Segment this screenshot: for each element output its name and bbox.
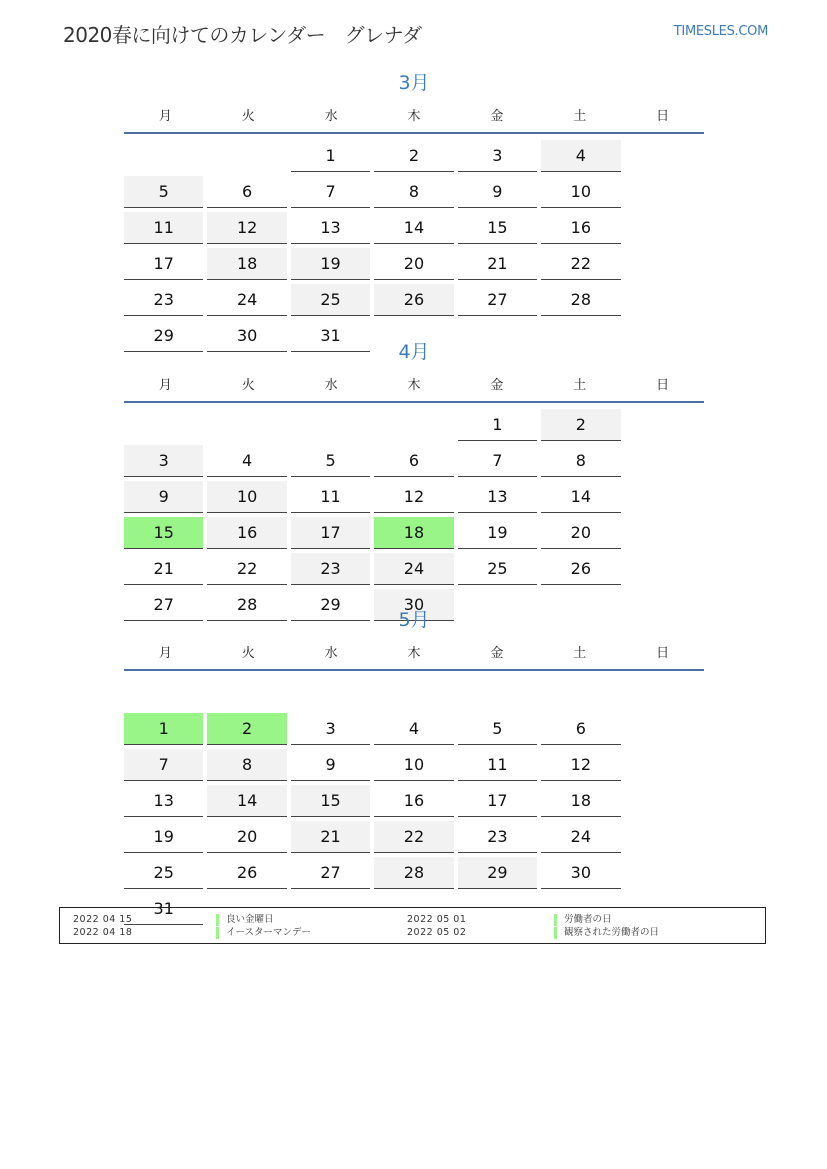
site-name[interactable]: TIMESLES.COM [673,24,768,39]
day-number: 4 [541,140,620,172]
day-number: 3 [458,140,537,172]
day-number: 9 [124,481,203,513]
day-cell [374,855,457,891]
empty-cell [291,407,374,443]
day-cell [374,174,457,210]
day-cell [291,551,374,587]
day-cell [458,747,541,783]
day-cell [207,515,290,551]
day-cell [458,783,541,819]
holiday-day-cell [124,515,207,551]
day-number: 7 [124,749,203,781]
day-cell [124,443,207,479]
day-cell [374,479,457,515]
day-cell [458,551,541,587]
day-cell [374,138,457,174]
day-number: 18 [207,248,286,280]
empty-cell [374,675,457,711]
day-number: 5 [124,176,203,208]
day-cell [541,282,624,318]
day-cell [291,443,374,479]
empty-cell [207,138,290,174]
month-april [124,339,704,623]
day-number: 27 [291,857,370,889]
day-cell [124,855,207,891]
day-number: 9 [291,749,370,781]
day-number: 25 [458,553,537,585]
day-number: 25 [124,857,203,889]
day-cell [458,282,541,318]
day-number: 31 [291,320,370,352]
day-cell [541,515,624,551]
holiday-day-cell [374,515,457,551]
empty-cell [291,675,374,711]
weekday-header [124,633,704,671]
day-grid [124,134,704,354]
day-number: 19 [291,248,370,280]
day-cell [207,479,290,515]
legend-holiday-name: 労働者の日 [554,914,612,926]
day-cell [541,783,624,819]
day-number: 30 [541,857,620,889]
day-cell [374,747,457,783]
month-march [124,70,704,354]
empty-cell [124,675,207,711]
month-may [124,607,704,927]
day-cell [207,783,290,819]
weekday-header [124,96,704,134]
day-number: 9 [458,176,537,208]
day-cell [541,443,624,479]
day-number: 22 [374,821,453,853]
day-cell [124,783,207,819]
day-number: 29 [124,320,203,352]
day-cell [291,711,374,747]
day-cell [291,282,374,318]
weekday-label: 月 [158,377,172,393]
day-cell [291,174,374,210]
day-number: 7 [458,445,537,477]
day-number: 20 [374,248,453,280]
empty-cell [207,675,290,711]
day-cell [541,174,624,210]
day-cell [541,711,624,747]
day-number: 16 [541,212,620,244]
day-cell [374,210,457,246]
day-number: 6 [207,176,286,208]
legend-holiday-name: イースターマンデー [216,927,311,939]
day-cell [541,246,624,282]
day-number: 23 [291,553,370,585]
empty-cell [124,138,207,174]
weekday-label: 土 [573,645,587,661]
holiday-day-cell [124,711,207,747]
day-number: 30 [207,320,286,352]
day-number: 31 [124,893,203,925]
day-cell [124,819,207,855]
day-number: 24 [541,821,620,853]
day-number: 26 [541,553,620,585]
day-number: 5 [291,445,370,477]
day-number: 27 [458,284,537,316]
holiday-day-cell [207,711,290,747]
day-cell [458,515,541,551]
day-cell [458,855,541,891]
day-number: 12 [207,212,286,244]
day-number: 8 [374,176,453,208]
weekday-label: 火 [241,108,255,124]
day-number: 20 [207,821,286,853]
day-number: 11 [458,749,537,781]
weekday-label: 水 [324,645,338,661]
legend-date: 2022 05 02 [407,927,467,938]
day-cell [291,479,374,515]
day-number: 17 [458,785,537,817]
day-cell [374,819,457,855]
day-number: 2 [207,713,286,745]
empty-cell [207,407,290,443]
day-cell [124,210,207,246]
day-cell [291,855,374,891]
day-cell [541,551,624,587]
day-number: 1 [291,140,370,172]
day-cell [291,515,374,551]
legend-date: 2022 05 01 [407,914,467,925]
day-cell [207,174,290,210]
day-number: 13 [124,785,203,817]
day-cell [207,819,290,855]
day-number: 1 [124,713,203,745]
weekday-label: 土 [573,108,587,124]
day-number: 2 [541,409,620,441]
day-number: 8 [207,749,286,781]
day-cell [458,174,541,210]
day-cell [124,551,207,587]
weekday-label: 土 [573,377,587,393]
day-cell [458,711,541,747]
day-number: 26 [207,857,286,889]
day-number: 25 [291,284,370,316]
weekday-label: 月 [158,645,172,661]
day-cell [458,246,541,282]
day-number: 21 [124,553,203,585]
day-cell [291,819,374,855]
day-number: 6 [374,445,453,477]
day-number: 21 [458,248,537,280]
day-number: 17 [124,248,203,280]
day-number: 12 [541,749,620,781]
empty-cell [458,675,541,711]
day-number: 10 [207,481,286,513]
day-cell [124,174,207,210]
day-number: 21 [291,821,370,853]
day-cell [374,551,457,587]
day-number: 15 [458,212,537,244]
legend-holiday-name: 観察された労働者の日 [554,927,659,939]
day-cell [124,747,207,783]
day-number: 24 [207,284,286,316]
day-number: 27 [124,589,203,621]
month-title: 5月 [398,609,430,631]
day-cell [541,747,624,783]
day-cell [458,819,541,855]
day-cell [207,747,290,783]
day-number: 3 [124,445,203,477]
day-number: 11 [291,481,370,513]
day-number: 15 [124,517,203,549]
day-number: 23 [124,284,203,316]
day-number: 10 [374,749,453,781]
day-number: 5 [458,713,537,745]
day-cell [541,819,624,855]
day-number: 4 [374,713,453,745]
day-number: 18 [374,517,453,549]
day-cell [458,443,541,479]
day-number: 12 [374,481,453,513]
day-number: 19 [124,821,203,853]
day-cell [374,282,457,318]
day-number: 15 [291,785,370,817]
day-cell [207,443,290,479]
day-cell [541,138,624,174]
weekday-label: 日 [656,645,670,661]
day-number: 28 [541,284,620,316]
day-cell [291,783,374,819]
day-number: 16 [374,785,453,817]
day-cell [291,747,374,783]
day-cell [374,711,457,747]
day-cell [458,210,541,246]
day-number: 13 [291,212,370,244]
day-grid [124,403,704,623]
day-number: 8 [541,445,620,477]
day-number: 11 [124,212,203,244]
day-number: 20 [541,517,620,549]
day-cell [291,246,374,282]
month-title: 4月 [398,341,430,363]
day-number: 4 [207,445,286,477]
day-cell [207,210,290,246]
legend-date: 2022 04 18 [73,927,133,938]
empty-cell [124,407,207,443]
day-cell [207,282,290,318]
day-number: 29 [291,589,370,621]
day-number: 14 [374,212,453,244]
day-cell [291,210,374,246]
day-cell [207,551,290,587]
day-cell [458,138,541,174]
day-cell [207,855,290,891]
day-cell [374,246,457,282]
day-number: 13 [458,481,537,513]
weekday-label: 金 [490,645,504,661]
empty-cell [541,675,624,711]
day-number: 17 [291,517,370,549]
day-number: 22 [541,248,620,280]
day-cell [458,479,541,515]
weekday-label: 木 [407,377,421,393]
weekday-label: 水 [324,108,338,124]
day-cell [124,479,207,515]
day-number: 28 [374,857,453,889]
weekday-label: 月 [158,108,172,124]
day-cell [541,479,624,515]
weekday-label: 火 [241,377,255,393]
weekday-label: 金 [490,377,504,393]
day-number: 16 [207,517,286,549]
day-cell [207,246,290,282]
day-number: 29 [458,857,537,889]
month-title: 3月 [398,72,430,94]
weekday-label: 水 [324,377,338,393]
day-number: 22 [207,553,286,585]
weekday-label: 金 [490,108,504,124]
day-number: 6 [541,713,620,745]
day-number: 14 [207,785,286,817]
day-number: 10 [541,176,620,208]
day-number: 14 [541,481,620,513]
day-grid [124,671,704,927]
day-cell [374,783,457,819]
day-cell [458,407,541,443]
day-cell [541,855,624,891]
day-number: 24 [374,553,453,585]
day-number: 19 [458,517,537,549]
day-number: 23 [458,821,537,853]
legend-holiday-name: 良い金曜日 [216,914,274,926]
weekday-header [124,365,704,403]
day-number: 7 [291,176,370,208]
day-cell [374,443,457,479]
day-cell [541,210,624,246]
day-number: 30 [374,589,453,621]
day-number: 3 [291,713,370,745]
weekday-label: 日 [656,377,670,393]
page-title: 2020春に向けてのカレンダー グレナダ [63,23,422,47]
empty-cell [374,407,457,443]
holiday-legend [59,907,766,944]
weekday-label: 日 [656,108,670,124]
day-number: 26 [374,284,453,316]
day-number: 28 [207,589,286,621]
day-cell [541,407,624,443]
weekday-label: 火 [241,645,255,661]
weekday-label: 木 [407,108,421,124]
weekday-label: 木 [407,645,421,661]
day-number: 1 [458,409,537,441]
day-cell [124,282,207,318]
day-number: 18 [541,785,620,817]
legend-date: 2022 04 15 [73,914,133,925]
day-cell [291,138,374,174]
day-cell [124,246,207,282]
day-number: 2 [374,140,453,172]
